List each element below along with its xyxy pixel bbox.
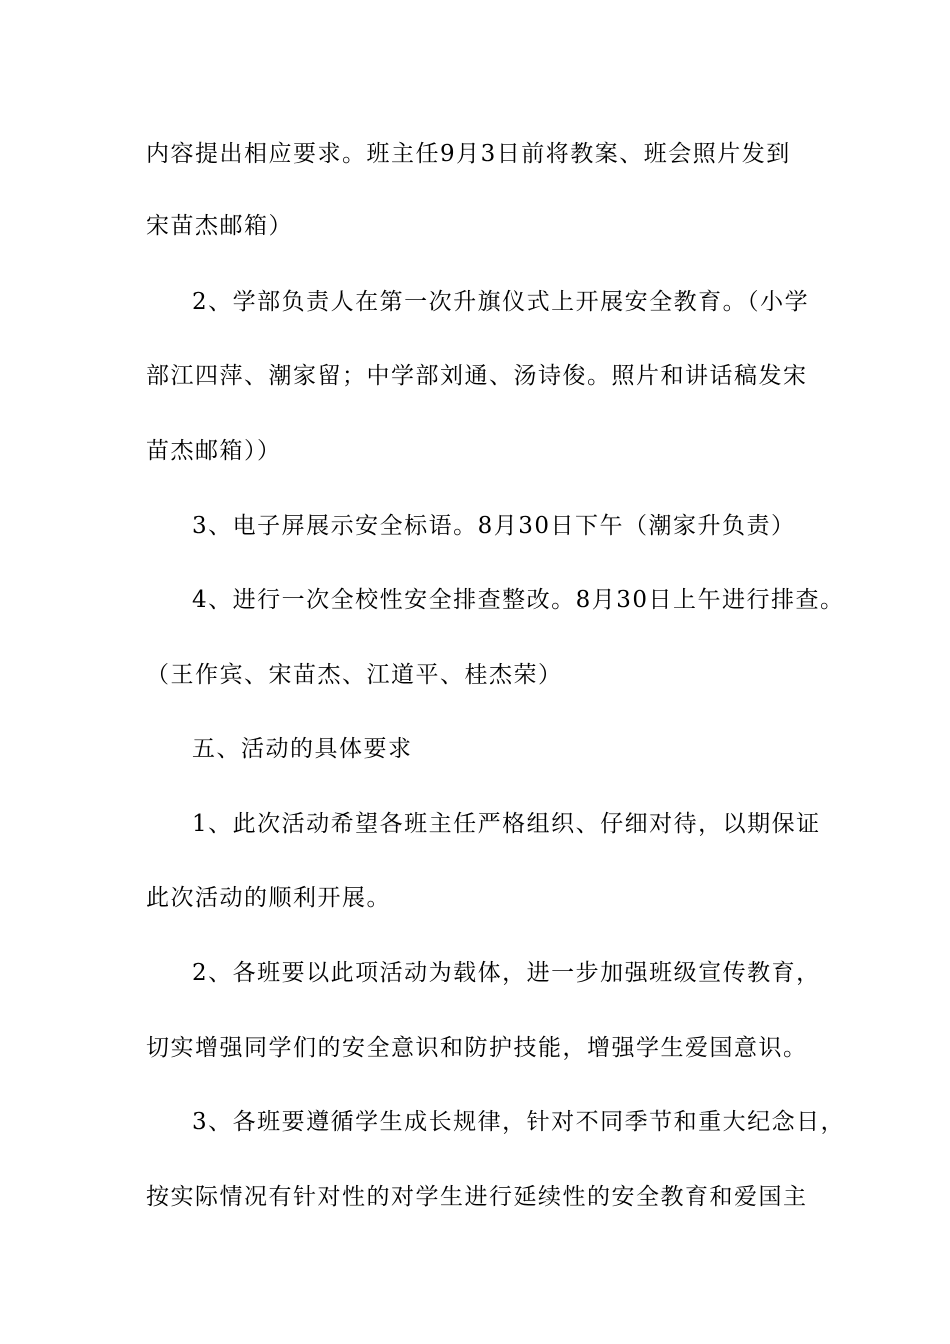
text-line-3: 2、学部负责人在第一次升旗仪式上开展安全教育。（小学	[192, 289, 810, 315]
text-line-10: 1、此次活动希望各班主任严格组织、仔细对待，以期保证	[192, 811, 821, 837]
text-line-15: 按实际情况有针对性的对学生进行延续性的安全教育和爱国主	[146, 1184, 808, 1210]
text-line-7: 4、进行一次全校性安全排查整改。8月30日上午进行排查。	[192, 587, 845, 613]
text-line-1: 内容提出相应要求。班主任9月3日前将教案、班会照片发到	[146, 141, 791, 167]
text-line-12: 2、各班要以此项活动为载体，进一步加强班级宣传教育，	[192, 960, 821, 986]
text-line-2: 宋苗杰邮箱）	[146, 213, 293, 239]
text-line-5: 苗杰邮箱））	[146, 438, 282, 464]
section-heading: 五、活动的具体要求	[192, 736, 413, 762]
text-line-11: 此次活动的顺利开展。	[146, 885, 391, 911]
text-line-6: 3、电子屏展示安全标语。8月30日下午（潮家升负责）	[192, 513, 796, 539]
text-line-14: 3、各班要遵循学生成长规律，针对不同季节和重大纪念日，	[192, 1109, 846, 1135]
text-line-4: 部江四萍、潮家留；中学部刘通、汤诗俊。照片和讲话稿发宋	[146, 363, 808, 389]
text-line-8: （王作宾、宋苗杰、江道平、桂杰荣）	[146, 662, 563, 688]
text-line-13: 切实增强同学们的安全意识和防护技能，增强学生爱国意识。	[146, 1035, 808, 1061]
